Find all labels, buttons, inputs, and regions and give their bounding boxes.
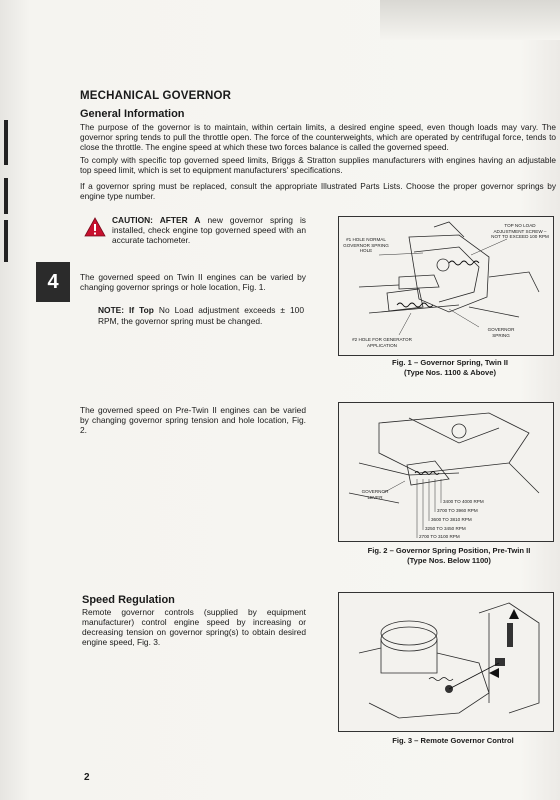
binding-mark (4, 178, 8, 214)
caution-block (82, 215, 306, 245)
rpm-range-4: 3250 TO 3450 RPM (425, 526, 466, 531)
figure-3 (338, 592, 554, 732)
general-paragraph-1: The purpose of the governor is to maintain, within certain limits, a desired engine speed, even though loads may vary. The governor spring tends to pull the throttle open. The force of the counterweights, which are operated by centrifugal force, tends to close the throttle. The engine speed at which these two forces balance is called the governed speed. (80, 122, 556, 152)
label-hole-normal: #1 HOLE NORMAL GOVERNOR SPRING HOLE (343, 237, 389, 253)
note-block (98, 305, 304, 326)
remote-governor-control-illustration (339, 593, 553, 731)
rpm-range-2: 3700 TO 3960 RPM (437, 508, 478, 513)
figure-1-caption-line2: (Type Nos. 1100 & Above) (404, 367, 496, 377)
rpm-range-5: 2700 TO 3100 RPM (419, 534, 460, 539)
figure-1-caption-line1: Fig. 1 – Governor Spring, Twin II (392, 358, 508, 367)
figure-2-caption (346, 546, 552, 565)
speed-regulation-paragraph: Remote governor controls (supplied by equipment manufacturer) control engine speed by increasing or decreasing tension on governor spring(s) to obtain desired engine speed, Fig. 3. (82, 607, 306, 647)
general-paragraph-2: To comply with specific top governed speed limits, Briggs & Stratton supplies manufacturers with engines having an adjustable top speed limit, which is set to equipment manufacturers' specifications. (80, 155, 556, 175)
caution-label: CAUTION: AFTER A (112, 215, 201, 225)
figure-3-caption: Fig. 3 – Remote Governor Control (392, 736, 514, 745)
page-number: 2 (84, 772, 90, 783)
figure-2-caption-line2: (Type Nos. Below 1100) (407, 555, 491, 565)
note-text: No Load adjustment exceeds ± 100 RPM, the governor spring must be changed. (98, 305, 305, 326)
general-paragraph-3: If a governor spring must be replaced, consult the appropriate Illustrated Parts Lists. Choose the proper governor springs by engine type number. (80, 181, 556, 201)
label-governor-spring: GOVERNOR SPRING (487, 327, 515, 338)
section-tab: 4 (36, 262, 70, 302)
binding-mark (4, 120, 8, 165)
warning-icon (84, 217, 106, 237)
label-governor-lever: GOVERNOR LEVER (361, 489, 389, 500)
twin2-paragraph: The governed speed on Twin II engines can be varied by changing governor springs or hole location, Fig. 1. (80, 272, 306, 292)
pretwin-paragraph: The governed speed on Pre-Twin II engines can be varied by changing governor spring tension and hole location, Fig. 2. (80, 405, 306, 435)
label-hole-generator: #2 HOLE FOR GENERATOR APPLICATION (352, 337, 412, 348)
figure-2-caption-line1: Fig. 2 – Governor Spring Position, Pre-Twin II (367, 546, 531, 555)
binding-mark (4, 220, 8, 262)
figure-2 (338, 402, 554, 542)
caution-text: new governor spring is installed, check engine top governed speed with an accurate tachometer. (112, 215, 306, 245)
scan-shadow (380, 0, 560, 40)
label-top-no-load: TOP NO LOAD ADJUSTMENT SCREW – NOT TO EXCEED 100 RPM (491, 223, 549, 239)
rpm-range-1: 3400 TO 4000 RPM (443, 499, 484, 504)
section-heading-speed-regulation: Speed Regulation (82, 594, 175, 606)
note-label: NOTE: If Top (98, 305, 154, 315)
rpm-range-3: 3600 TO 3810 RPM (431, 517, 472, 522)
section-heading-general: General Information (80, 108, 185, 120)
page-title: MECHANICAL GOVERNOR (80, 90, 232, 102)
figure-1-caption (360, 358, 540, 377)
figure-1 (338, 216, 554, 356)
